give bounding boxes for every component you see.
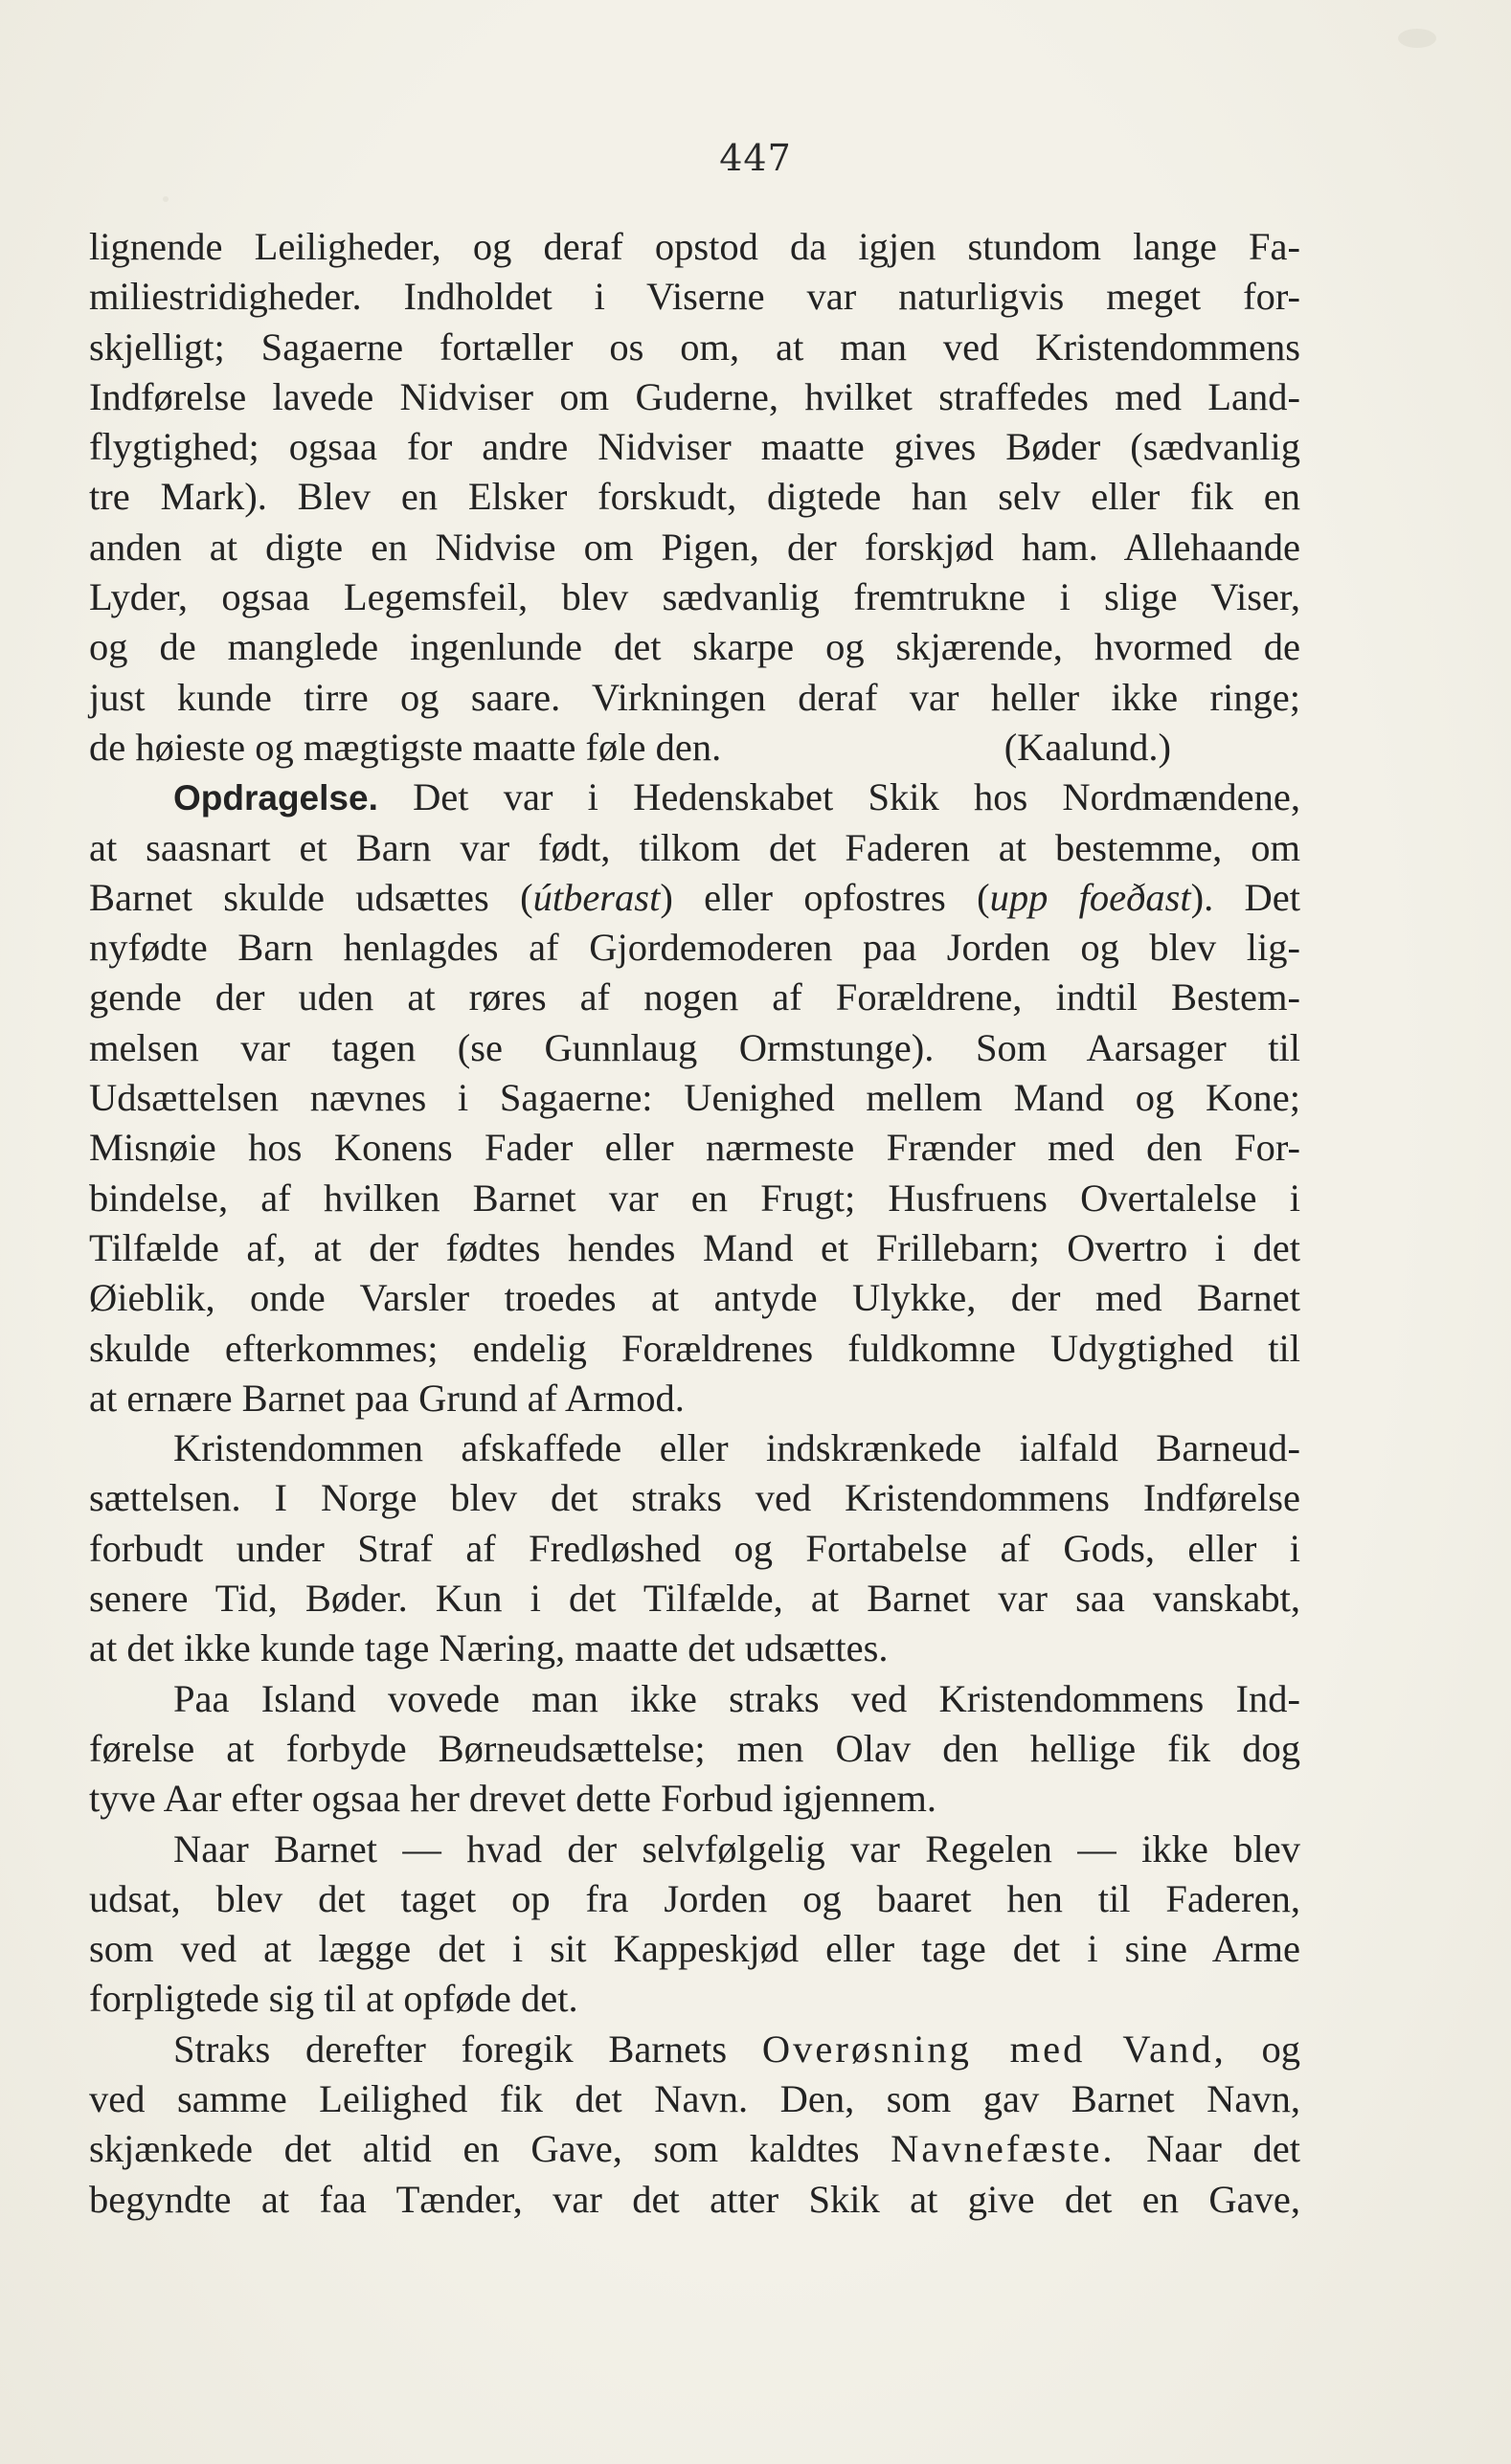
body-text — [89, 222, 1300, 2225]
text-line: melsen var tagen (se Gunnlaug Ormstunge). Som Aarsager til — [89, 1025, 1300, 1069]
text-line: Tilfælde af, at der fødtes hendes Mand et Frillebarn; Overtro i det — [89, 1225, 1300, 1269]
text-line — [89, 773, 1300, 822]
text-line: miliestridigheder. Indholdet i Viserne var naturligvis meget for- — [89, 275, 1300, 319]
text-line — [89, 723, 1300, 773]
text-line: flygtighed; ogsaa for andre Nidviser maatte gives Bøder (sædvanlig — [89, 425, 1300, 469]
spaced-term: Navnefæste. — [891, 2127, 1116, 2171]
text-run: skjænkede det altid en Gave, som kaldtes — [89, 2127, 891, 2171]
text-line: anden at digte en Nidvise om Pigen, der forskjød ham. Allehaande — [89, 525, 1300, 569]
text-line: tre Mark). Blev en Elsker forskudt, digtede han selv eller fik en — [89, 475, 1300, 519]
heading-line-text: Det var i Hedenskabet Skik hos Nordmændene, — [413, 775, 1300, 819]
text-run: ) eller opfostres ( — [660, 875, 990, 919]
text-line: og de manglede ingenlunde det skarpe og skjærende, hvormed de — [89, 625, 1300, 669]
text-line: begyndte at faa Tænder, var det atter Skik at give det en Gave, — [89, 2177, 1300, 2221]
text-line: senere Tid, Bøder. Kun i det Tilfælde, at Barnet var saa vanskabt, — [89, 1577, 1300, 1621]
text-line — [89, 873, 1300, 923]
text-line: lignende Leiligheder, og deraf opstod da igjen stundom lange Fa- — [89, 225, 1300, 268]
text-line: førelse at forbyde Børneudsættelse; men Olav den hellige fik dog — [89, 1726, 1300, 1770]
text-line: at saasnart et Barn var født, tilkom det Faderen at bestemme, om — [89, 825, 1300, 869]
text-line — [89, 2025, 1300, 2074]
source-attribution: (Kaalund.) — [1004, 725, 1171, 769]
text-line: Øieblik, onde Varsler troedes at antyde Ulykke, der med Barnet — [89, 1276, 1300, 1320]
text-line — [89, 2124, 1300, 2174]
text-run: Barnet skulde udsættes ( — [89, 875, 533, 919]
text-line: Misnøie hos Konens Fader eller nærmeste Frænder med den For- — [89, 1126, 1300, 1170]
text-line: Indførelse lavede Nidviser om Guderne, hvilket straffedes med Land- — [89, 374, 1300, 418]
page-number: 447 — [719, 137, 792, 179]
text-line: forbudt under Straf af Fredløshed og Fortabelse af Gods, eller i — [89, 1526, 1300, 1570]
text-line: forpligtede sig til at opføde det. — [89, 1977, 578, 2021]
text-line: udsat, blev det taget op fra Jorden og baaret hen til Faderen, — [89, 1876, 1300, 1920]
section-heading: Opdragelse. — [173, 778, 378, 818]
old-norse-term: útberast — [532, 875, 661, 919]
text-line: at ernære Barnet paa Grund af Armod. — [89, 1376, 685, 1420]
text-run: og — [1226, 2027, 1300, 2071]
text-run: ). Det — [1190, 875, 1300, 919]
text-line: at det ikke kunde tage Næring, maatte det udsættes. — [89, 1626, 889, 1670]
old-norse-term: upp foeðast — [989, 875, 1191, 919]
text-line: skulde efterkommes; endelig Forældrenes fuldkomne Udygtighed til — [89, 1326, 1300, 1370]
text-line: skjelligt; Sagaerne fortæller os om, at man ved Kristendommens — [89, 325, 1300, 369]
text-line: gende der uden at røres af nogen af Forældrene, indtil Bestem- — [89, 975, 1300, 1019]
text-line: nyfødte Barn henlagdes af Gjordemoderen paa Jorden og blev lig- — [89, 926, 1300, 970]
text-line: ved samme Leilighed fik det Navn. Den, som gav Barnet Navn, — [89, 2076, 1300, 2120]
text-line: Udsættelsen nævnes i Sagaerne: Uenighed mellem Mand og Kone; — [89, 1076, 1300, 1120]
spaced-term: Overøsning med Vand, — [761, 2027, 1227, 2071]
text-line: som ved at lægge det i sit Kappeskjød eller tage det i sine Arme — [89, 1927, 1300, 1971]
text-run: Straks derefter foregik Barnets — [173, 2027, 762, 2071]
text-line: Naar Barnet — hvad der selvfølgelig var Regelen — ikke blev — [173, 1826, 1300, 1870]
text-line: Paa Island vovede man ikke straks ved Kristendommens Ind- — [173, 1676, 1300, 1720]
text-line: bindelse, af hvilken Barnet var en Frugt; Husfruens Overtalelse i — [89, 1176, 1300, 1220]
paper-spot — [163, 196, 169, 202]
text-line: sættelsen. I Norge blev det straks ved Kristendommens Indførelse — [89, 1476, 1300, 1520]
text-run: Naar det — [1115, 2127, 1300, 2171]
text-line: just kunde tirre og saare. Virkningen deraf var heller ikke ringe; — [89, 675, 1300, 719]
last-line-text: de høieste og mægtigste maatte føle den. — [89, 725, 722, 769]
text-line: Lyder, ogsaa Legemsfeil, blev sædvanlig fremtrukne i slige Viser, — [89, 575, 1300, 619]
text-line: tyve Aar efter ogsaa her drevet dette Forbud igjennem. — [89, 1777, 937, 1821]
paper-spot — [1398, 29, 1436, 48]
text-line: Kristendommen afskaffede eller indskrænkede ialfald Barneud- — [173, 1426, 1300, 1470]
